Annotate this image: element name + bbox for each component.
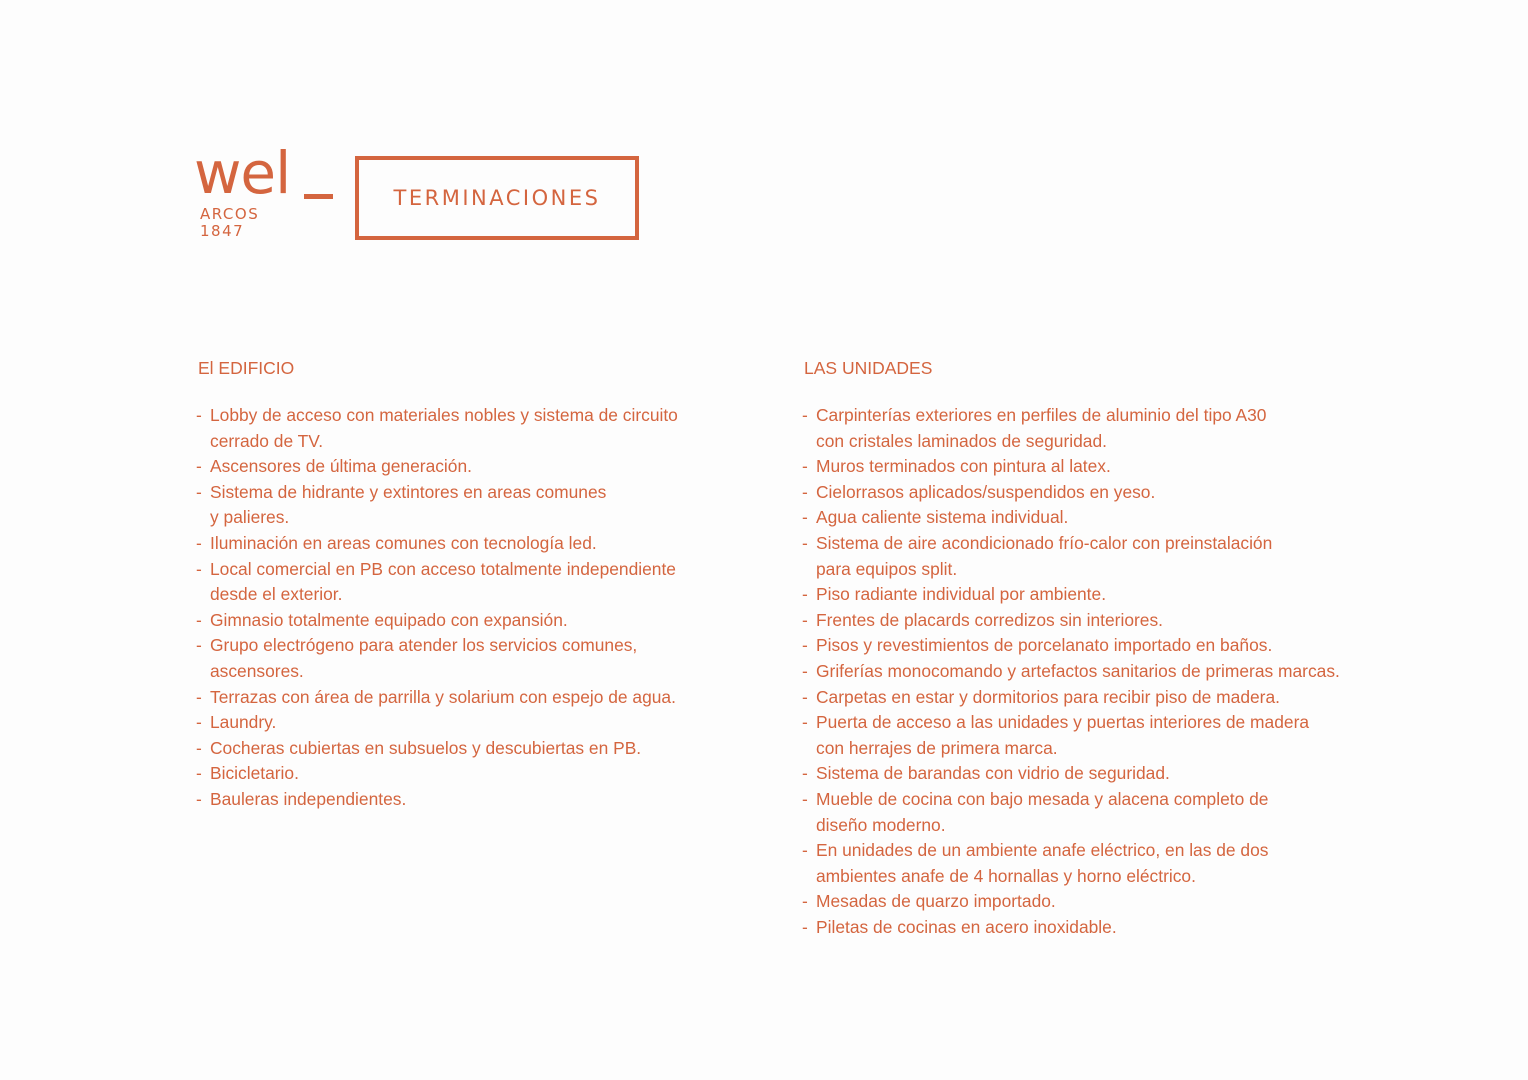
list-item: [198, 480, 778, 531]
building-list: [198, 403, 778, 813]
list-item: [804, 454, 1444, 480]
logo-subtitle: [200, 206, 259, 240]
list-item: [804, 685, 1444, 711]
building-section: [198, 356, 778, 813]
list-item-line: - Carpetas en estar y dormitorios para recibir piso de madera.: [816, 686, 1280, 707]
list-item-line: - Local comercial en PB con acceso totalmente independiente: [210, 558, 676, 579]
list-item-line: - Piso radiante individual por ambiente.: [816, 584, 1107, 605]
logo-wordmark: wel: [194, 139, 291, 207]
list-item: [804, 480, 1444, 506]
list-item: [804, 761, 1444, 787]
list-item: [804, 582, 1444, 608]
logo-underscore: [304, 194, 333, 199]
list-item: [804, 915, 1444, 941]
list-item-line: - Pisos y revestimientos de porcelanato importado en baños.: [816, 635, 1273, 656]
units-heading: LAS UNIDADES: [804, 358, 933, 378]
list-item: [198, 403, 778, 454]
list-item-line: - Puerta de acceso a las unidades y puertas interiores de madera: [816, 712, 1310, 733]
list-item-line: - Ascensores de última generación.: [210, 456, 472, 477]
list-item-line: y palieres.: [210, 507, 290, 528]
list-item-line: con herrajes de primera marca.: [816, 737, 1058, 758]
list-item: [198, 557, 778, 608]
list-item-line: - Sistema de aire acondicionado frío-calor con preinstalación: [816, 532, 1273, 553]
list-item-line: - Carpinterías exteriores en perfiles de aluminio del tipo A30: [816, 405, 1267, 425]
list-item-line: - Frentes de placards corredizos sin interiores.: [816, 609, 1163, 630]
list-item-line: - Mueble de cocina con bajo mesada y alacena completo de: [816, 788, 1269, 809]
page-title-box: [355, 156, 639, 240]
list-item-line: - Grupo electrógeno para atender los servicios comunes,: [210, 635, 638, 656]
list-item-line: - Terrazas con área de parrilla y solarium con espejo de agua.: [210, 686, 676, 707]
list-item: [804, 710, 1444, 761]
list-item: [804, 889, 1444, 915]
list-item: [804, 608, 1444, 634]
list-item: [198, 761, 778, 787]
logo-subtitle-line1: ARCOS: [200, 205, 260, 223]
list-item-line: - Mesadas de quarzo importado.: [816, 891, 1056, 912]
list-item: [198, 633, 778, 684]
brand-logo: [194, 138, 344, 248]
building-heading: El EDIFICIO: [198, 358, 295, 378]
logo-subtitle-line2: 1847: [200, 222, 245, 240]
page-title: TERMINACIONES: [393, 186, 601, 210]
list-item-line: - Lobby de acceso con materiales nobles y sistema de circuito: [210, 405, 678, 425]
list-item-line: - Sistema de hidrante y extintores en areas comunes: [210, 481, 607, 502]
list-item-line: - En unidades de un ambiente anafe eléctrico, en las de dos: [816, 840, 1269, 861]
list-item-line: - Sistema de barandas con vidrio de seguridad.: [816, 763, 1170, 784]
list-item: [804, 403, 1444, 454]
list-item-line: para equipos split.: [816, 558, 958, 579]
list-item: [198, 736, 778, 762]
list-item: [804, 531, 1444, 582]
list-item: [198, 608, 778, 634]
list-item-line: - Muros terminados con pintura al latex.: [816, 456, 1111, 477]
list-item-line: - Piletas de cocinas en acero inoxidable.: [816, 916, 1117, 937]
list-item: [804, 838, 1444, 889]
list-item: [198, 454, 778, 480]
list-item-line: - Griferías monocomando y artefactos sanitarios de primeras marcas.: [816, 660, 1340, 681]
list-item-line: - Agua caliente sistema individual.: [816, 507, 1069, 528]
list-item-line: - Cocheras cubiertas en subsuelos y descubiertas en PB.: [210, 737, 642, 758]
list-item: [804, 787, 1444, 838]
list-item-line: ambientes anafe de 4 hornallas y horno eléctrico.: [816, 865, 1196, 886]
list-item-line: - Cielorrasos aplicados/suspendidos en yeso.: [816, 481, 1156, 502]
list-item: [804, 633, 1444, 659]
list-item-line: - Bicicletario.: [210, 763, 299, 784]
list-item: [804, 505, 1444, 531]
list-item-line: cerrado de TV.: [210, 430, 324, 451]
list-item-line: - Iluminación en areas comunes con tecnología led.: [210, 532, 597, 553]
list-item: [198, 685, 778, 711]
list-item-line: - Laundry.: [210, 712, 277, 733]
list-item-line: ascensores.: [210, 660, 304, 681]
list-item: [804, 659, 1444, 685]
list-item-line: - Bauleras independientes.: [210, 788, 407, 809]
units-list: [804, 403, 1444, 940]
units-section: [804, 356, 1444, 940]
list-item-line: con cristales laminados de seguridad.: [816, 430, 1107, 451]
list-item: [198, 710, 778, 736]
list-item-line: diseño moderno.: [816, 814, 946, 835]
list-item: [198, 531, 778, 557]
list-item: [198, 787, 778, 813]
list-item-line: desde el exterior.: [210, 584, 343, 605]
list-item-line: - Gimnasio totalmente equipado con expansión.: [210, 609, 568, 630]
